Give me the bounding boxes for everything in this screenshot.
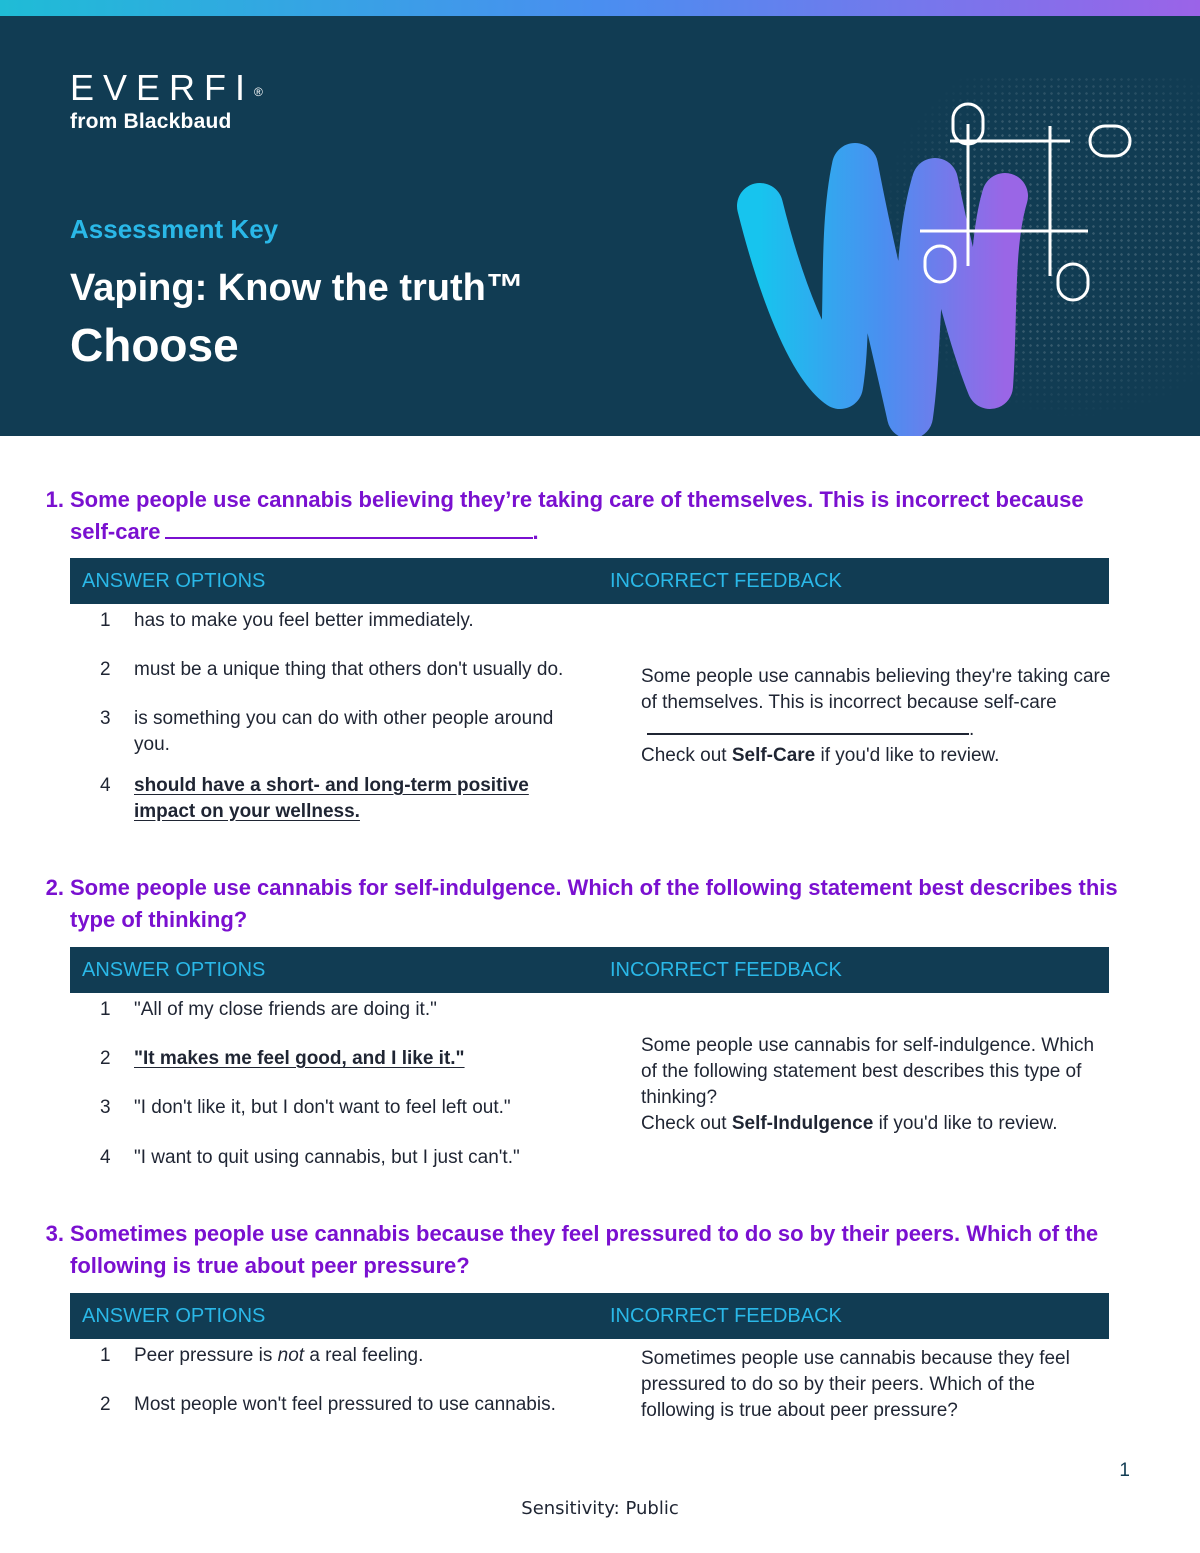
- feedback-review-topic: Self-Care: [731, 745, 816, 766]
- option-number: 1: [100, 999, 111, 1020]
- question-number: 2.: [45, 875, 64, 900]
- feedback-review-prefix: Check out: [641, 1113, 732, 1134]
- brand-block: [70, 68, 263, 134]
- registered-mark: ®: [254, 85, 263, 99]
- question-1: [32, 484, 1122, 548]
- question-number: 3.: [45, 1221, 64, 1246]
- option-number: 4: [100, 1147, 111, 1168]
- option-text-part-end: a real feeling.: [304, 1345, 424, 1366]
- decorative-brush-art: [720, 86, 1140, 436]
- option-text: has to make you feel better immediately.: [134, 610, 474, 631]
- assessment-kicker: Assessment Key: [70, 214, 279, 244]
- option-number: 1: [100, 610, 111, 631]
- feedback-review-prefix: Check out: [641, 745, 732, 766]
- answer-option: [70, 997, 590, 1023]
- option-text: is something you can do with other people around you.: [134, 708, 554, 755]
- feedback-prompt: Some people use cannabis for self-indulgence. Which of the following statement best describes this type of thinking?: [641, 1035, 1095, 1108]
- incorrect-feedback-header: INCORRECT FEEDBACK: [610, 959, 842, 981]
- option-text-correct: should have a short- and long-term positive impact on your wellness.: [134, 775, 529, 822]
- incorrect-feedback: [641, 1033, 1101, 1137]
- option-text: "All of my close friends are doing it.": [134, 999, 437, 1020]
- feedback-blank: [647, 716, 969, 735]
- answer-option: [70, 706, 590, 758]
- page-number: 1: [1119, 1460, 1130, 1481]
- option-number: 3: [100, 708, 111, 729]
- brand-wordmark: EVERFI: [70, 67, 255, 108]
- table-header: [70, 947, 1109, 993]
- question-text-end: .: [532, 519, 539, 544]
- table-header: [70, 558, 1109, 604]
- option-text-correct: [134, 1046, 590, 1072]
- question-number: 1.: [45, 487, 64, 512]
- answer-option: [70, 1392, 590, 1418]
- answer-option: [70, 1343, 590, 1369]
- answer-option: [70, 657, 590, 683]
- header-banner: [0, 16, 1200, 436]
- option-text: "I want to quit using cannabis, but I just can't.": [134, 1147, 520, 1168]
- answer-option-correct: [70, 773, 590, 825]
- option-text: Most people won't feel pressured to use cannabis.: [134, 1394, 556, 1415]
- feedback-prompt: Some people use cannabis believing they're taking care of themselves. This is incorrect because self-care: [641, 666, 1111, 713]
- correct-answer-text: "It makes me feel good, and I like it.": [134, 1048, 465, 1069]
- question-text: Some people use cannabis for self-indulgence. Which of the following statement best describes this type of thinking?: [70, 875, 1118, 932]
- answer-option: [70, 1145, 590, 1171]
- feedback-review-suffix: if you'd like to review.: [873, 1113, 1058, 1134]
- incorrect-feedback-header: INCORRECT FEEDBACK: [610, 1305, 842, 1327]
- sensitivity-footer: Sensitivity: Public: [521, 1498, 679, 1519]
- feedback-review-suffix: if you'd like to review.: [815, 745, 1000, 766]
- incorrect-feedback: [641, 1346, 1091, 1424]
- option-number: 2: [100, 659, 111, 680]
- page-title: Vaping: Know the truth™: [70, 267, 524, 309]
- option-text: must be a unique thing that others don't usually do.: [134, 659, 564, 680]
- option-number: 2: [100, 1394, 111, 1415]
- question-text: [70, 484, 1122, 548]
- question-3: [32, 1218, 1122, 1282]
- feedback-prompt: Sometimes people use cannabis because they feel pressured to do so by their peers. Which of the following is true about peer pressure?: [641, 1348, 1070, 1421]
- incorrect-feedback: [641, 664, 1111, 769]
- option-text: "I don't like it, but I don't want to feel left out.": [134, 1097, 511, 1118]
- answer-options-header: ANSWER OPTIONS: [82, 570, 266, 592]
- option-text: [134, 1343, 590, 1369]
- top-gradient-bar: [0, 0, 1200, 16]
- option-number: 4: [100, 775, 111, 796]
- answer-option: [70, 1095, 590, 1121]
- feedback-prompt-end: .: [969, 719, 975, 740]
- answer-blank: [165, 517, 533, 539]
- question-text: Sometimes people use cannabis because they feel pressured to do so by their peers. Which of the following is true about peer pressure?: [70, 1221, 1099, 1278]
- question-2: [32, 872, 1122, 936]
- option-number: 3: [100, 1097, 111, 1118]
- brand-subline: from Blackbaud: [70, 110, 232, 133]
- option-number: 1: [100, 1345, 111, 1366]
- answer-options-header: ANSWER OPTIONS: [82, 1305, 266, 1327]
- answer-option-correct: [70, 1046, 590, 1072]
- page-subtitle: Choose: [70, 319, 239, 371]
- incorrect-feedback-header: INCORRECT FEEDBACK: [610, 570, 842, 592]
- table-header: [70, 1293, 1109, 1339]
- option-number: 2: [100, 1048, 111, 1069]
- question-text-part: Some people use cannabis believing they’re taking care of themselves. This is incorrect because self-care: [70, 487, 1084, 544]
- answer-option: [70, 608, 590, 634]
- option-text-part: Peer pressure is: [134, 1345, 278, 1366]
- feedback-review-topic: Self-Indulgence: [731, 1113, 874, 1134]
- answer-options-header: ANSWER OPTIONS: [82, 959, 266, 981]
- everfi-logo: [70, 68, 263, 108]
- option-emphasis: not: [277, 1345, 305, 1366]
